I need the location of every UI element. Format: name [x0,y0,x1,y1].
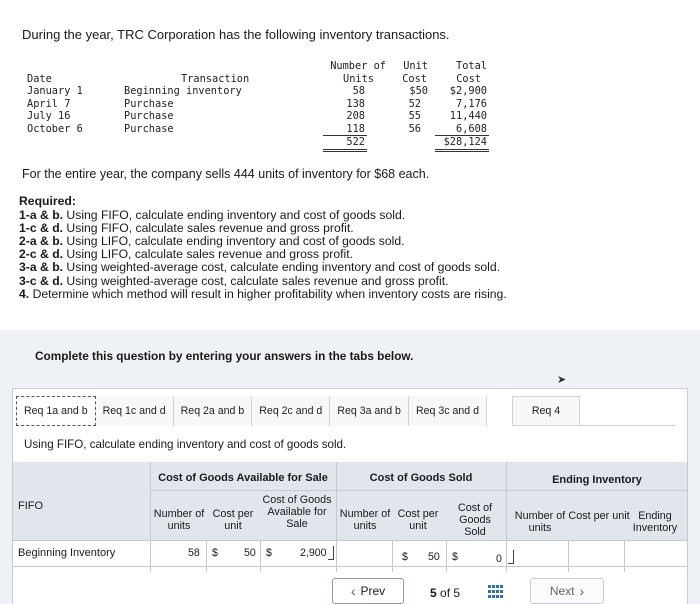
required-section [19,195,507,301]
next-button[interactable] [530,578,604,604]
row-total: 11,440 [449,110,487,123]
prev-button[interactable] [332,578,404,604]
required-item [19,288,507,301]
col-sold-units: Number of units [339,508,391,532]
col-ending-total: Ending Inventory [632,510,678,534]
method-label: FIFO [18,500,44,512]
required-item-text: Determine which method will result in higher profitability when inventory costs are rising. [32,286,507,301]
row-transaction: Purchase [124,123,174,135]
header-units-line2: Units [343,72,374,85]
row-transaction: Purchase [124,97,174,110]
row-cost: 55 [408,110,421,123]
tab-req-4[interactable]: Req 4 [512,396,580,426]
row-date: October 6 [27,123,83,135]
currency-sign: $ [212,547,218,559]
required-heading: Required: [19,194,76,208]
row-label-beginning-inventory: Beginning Inventory [18,547,116,559]
tab-req-2c-d[interactable]: Req 2c and d [252,396,330,426]
tab-req-1a-b[interactable]: Req 1a and b [16,396,96,426]
required-item-text: Using weighted-average cost, calculate ending inventory and cost of goods sold. [66,260,501,275]
tab-req-1c-d[interactable]: Req 1c and d [96,396,174,426]
units-double-underline [323,151,367,152]
tab-req-3c-d[interactable]: Req 3c and d [409,396,487,426]
row-cost: 56 [408,123,421,135]
row-date: July 16 [27,110,71,123]
currency-sign: $ [452,551,458,563]
sold-total-value: 0 [496,553,502,565]
section-ending-header: Ending Inventory [552,474,642,486]
available-total-input[interactable] [328,546,334,560]
total-units: 522 [346,136,365,148]
tab-req-2a-b[interactable]: Req 2a and b [174,396,253,426]
chevron-left-icon: ‹ [350,583,356,599]
grid-line [150,462,151,572]
row-units: 58 [352,85,365,98]
page-total: 5 [453,586,461,600]
grid-line [506,462,507,572]
grid-line [150,490,688,491]
required-item-key: 1-a & b. [19,208,64,223]
available-total-value: 2,900 [300,547,327,559]
question-grid-icon[interactable] [488,585,504,599]
tab-req-3a-b[interactable]: Req 3a and b [330,396,409,426]
col-available-total: Cost of Goods Available for Sale [262,494,332,530]
currency-sign: $ [266,547,272,559]
row-date: January 1 [27,85,83,98]
header-total-line1: Total [456,60,487,72]
required-item-key: 4. [19,286,30,301]
mouse-cursor-icon: ➤ [557,374,567,386]
requirement-tabs [16,396,487,426]
header-date: Date [27,72,52,85]
tab-bar-filler [580,396,676,426]
available-units-value: 58 [188,547,200,559]
total-double-underline [435,151,489,152]
section-available-header: Cost of Goods Available for Sale [158,472,328,484]
col-ending-units: Number of units [514,510,566,534]
col-sold-total: Cost of Goods Sold [457,502,493,538]
grid-line [568,540,569,572]
col-sold-cost: Cost per unit [397,508,439,532]
total-cost: $28,124 [443,136,487,148]
grid-line [12,462,13,572]
grid-line [336,462,337,572]
header-total-line2: Cost [456,72,481,85]
row-total: 6,608 [456,123,487,135]
sold-cost-value: 50 [428,551,440,563]
fifo-worksheet [12,462,688,572]
required-item-key: 3-c & d. [19,273,64,288]
row-units: 118 [346,123,365,135]
row-units: 208 [346,110,365,123]
required-item-key: 2-c & d. [19,247,64,262]
tab-instruction: Using FIFO, calculate ending inventory and cost of goods sold. [24,438,347,451]
row-cost: 52 [408,97,421,110]
row-total: 7,176 [456,97,487,110]
grid-line [392,540,393,572]
row-date: April 7 [27,97,71,110]
required-item-text: Using FIFO, calculate ending inventory and cost of goods sold. [66,208,406,223]
section-sold-header: Cost of Goods Sold [369,472,473,484]
grid-line [624,540,625,572]
prev-label: Prev [360,584,386,598]
page-indicator [430,586,460,600]
col-ending-cost: Cost per unit [568,510,630,522]
row-transaction: Beginning inventory [124,85,242,98]
required-item-text: Using LIFO, calculate sales revenue and gross profit. [66,247,353,262]
grid-line [12,566,688,567]
total-double-underline [435,149,489,150]
col-available-cost: Cost per unit [212,508,254,532]
header-cost-line2: Cost [402,72,427,85]
row-total: $2,900 [449,85,487,98]
grid-line [12,540,688,541]
required-item-key: 2-a & b. [19,234,64,249]
complete-instruction: Complete this question by entering your answers in the tabs below. [35,349,414,363]
required-item-text: Using weighted-average cost, calculate sales revenue and gross profit. [66,273,449,288]
units-double-underline [323,149,367,150]
header-transaction: Transaction [181,72,250,85]
col-available-units: Number of units [153,508,205,532]
header-cost-line1: Unit [403,60,428,72]
chevron-right-icon: › [579,583,585,599]
sales-text: For the entire year, the company sells 444 units of inventory for $68 each. [22,167,430,181]
grid-line [260,540,261,572]
header-units-line1: Number of [330,60,386,72]
grid-line [206,540,207,572]
available-cost-value: 50 [244,547,256,559]
ending-units-input[interactable] [508,550,514,564]
intro-text: During the year, TRC Corporation has the following inventory transactions. [22,27,450,42]
required-item-key: 3-a & b. [19,260,64,275]
currency-sign: $ [402,551,408,563]
row-units: 138 [346,97,365,110]
row-transaction: Purchase [124,110,174,123]
required-item-key: 1-c & d. [19,221,64,236]
required-item-text: Using LIFO, calculate ending inventory and cost of goods sold. [66,234,405,249]
grid-line [687,462,688,572]
page-current: 5 [430,586,437,600]
next-label: Next [549,584,575,598]
required-item-text: Using FIFO, calculate sales revenue and gross profit. [66,221,354,236]
row-cost: $50 [409,85,428,98]
grid-line [446,540,447,572]
page-of: of [440,586,451,600]
